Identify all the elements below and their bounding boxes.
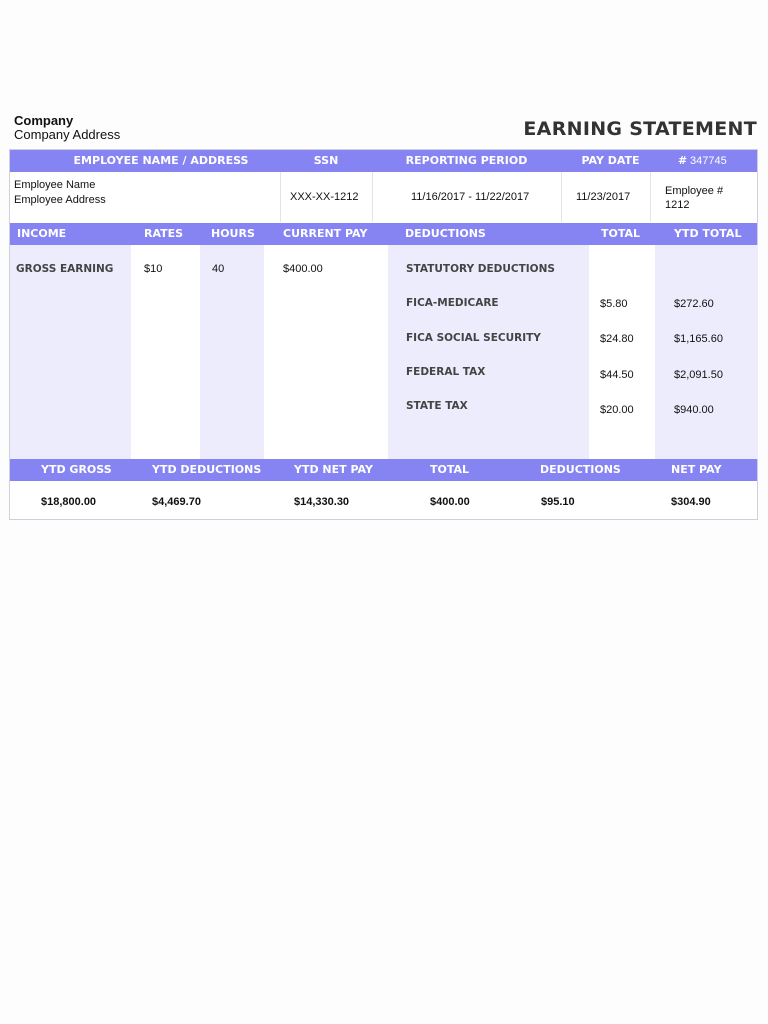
ytd-gross-value: $18,800.00	[41, 496, 97, 508]
income-column-band	[10, 245, 131, 459]
deduction-total: $20.00	[600, 404, 634, 416]
pay-date: 11/23/2017	[576, 191, 631, 203]
employee-number: 1212	[665, 199, 690, 211]
deductions-column-band	[388, 245, 589, 459]
deduction-ytd: $1,165.60	[674, 333, 723, 345]
header-statement-number: 347745	[690, 155, 727, 167]
header-hours: HOURS	[211, 227, 255, 240]
rate-value: $10	[144, 263, 163, 275]
summary-deductions-value: $95.10	[541, 496, 575, 508]
ytd-deductions-value: $4,469.70	[152, 496, 201, 508]
document-title: EARNING STATEMENT	[523, 118, 757, 140]
header-total: TOTAL	[601, 227, 641, 240]
reporting-period: 11/16/2017 - 11/22/2017	[411, 191, 530, 203]
header-summary-total: TOTAL	[430, 463, 470, 476]
company-address: Company Address	[14, 127, 121, 142]
deduction-ytd: $940.00	[674, 404, 714, 416]
summary-header-row	[10, 459, 757, 481]
header-net-pay: NET PAY	[671, 463, 722, 476]
income-label: GROSS EARNING	[16, 263, 114, 275]
header-income: INCOME	[17, 227, 67, 240]
deduction-total: $5.80	[600, 298, 628, 310]
header-ytd-gross: YTD GROSS	[41, 463, 112, 476]
summary-total-value: $400.00	[430, 496, 470, 508]
header-rates: RATES	[144, 227, 184, 240]
header-current-pay: CURRENT PAY	[283, 227, 368, 240]
ytd-net-pay-value: $14,330.30	[294, 496, 350, 508]
earnings-header-row	[10, 223, 757, 245]
employee-number-label: Employee #	[665, 185, 724, 197]
hours-column-band	[200, 245, 264, 459]
ytd-total-column-band	[655, 245, 758, 459]
header-deductions: DEDUCTIONS	[405, 227, 486, 240]
divider	[561, 172, 562, 222]
hours-value: 40	[212, 263, 225, 275]
deduction-label: STATUTORY DEDUCTIONS	[406, 263, 555, 275]
deduction-ytd: $272.60	[674, 298, 714, 310]
divider	[650, 172, 651, 222]
header-reporting-period: REPORTING PERIOD	[405, 154, 528, 167]
deduction-label: FEDERAL TAX	[406, 366, 486, 378]
employee-ssn: XXX-XX-1212	[290, 191, 359, 203]
header-employee-name-address: EMPLOYEE NAME / ADDRESS	[73, 154, 249, 167]
employee-address: Employee Address	[14, 194, 106, 206]
header-ssn: SSN	[313, 154, 339, 167]
deduction-label: FICA SOCIAL SECURITY	[406, 332, 541, 344]
deduction-label: STATE TAX	[406, 400, 468, 412]
employee-name: Employee Name	[14, 179, 96, 191]
deduction-total: $44.50	[600, 369, 634, 381]
header-ytd-total: YTD TOTAL	[674, 227, 742, 240]
header-number-symbol: #	[678, 154, 688, 167]
current-pay-value: $400.00	[283, 263, 323, 275]
header-pay-date: PAY DATE	[581, 154, 640, 167]
divider	[280, 172, 281, 222]
net-pay-value: $304.90	[671, 496, 711, 508]
header-ytd-net-pay: YTD NET PAY	[294, 463, 373, 476]
employee-header-row	[10, 150, 757, 172]
deduction-total: $24.80	[600, 333, 634, 345]
header-summary-deductions: DEDUCTIONS	[540, 463, 621, 476]
earning-statement-sheet	[9, 149, 758, 520]
company-name: Company	[14, 113, 74, 128]
deduction-ytd: $2,091.50	[674, 369, 723, 381]
divider	[372, 172, 373, 222]
deduction-label: FICA-MEDICARE	[406, 297, 499, 309]
header-ytd-deductions: YTD DEDUCTIONS	[152, 463, 262, 476]
